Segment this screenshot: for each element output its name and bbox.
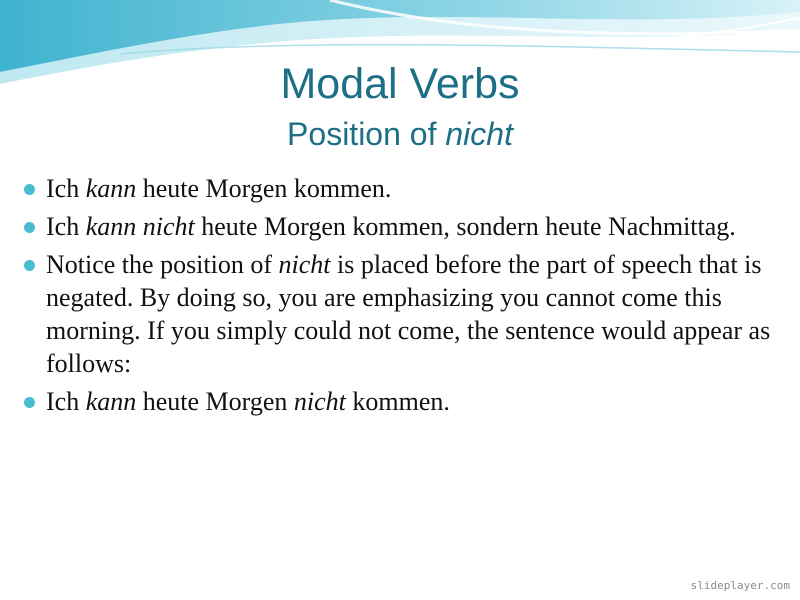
bullet-text: heute Morgen bbox=[136, 387, 294, 416]
bullet-item bbox=[22, 385, 782, 418]
bullet-text-italic: nicht bbox=[278, 250, 331, 279]
title-subtitle bbox=[0, 114, 800, 154]
bullet-dot-icon bbox=[24, 222, 35, 233]
slide-title bbox=[0, 58, 800, 154]
bullet-dot-icon bbox=[24, 397, 35, 408]
bullet-dot-icon bbox=[24, 260, 35, 271]
bullet-item bbox=[22, 172, 782, 205]
bullet-list bbox=[22, 172, 782, 423]
bullet-text-italic: kann bbox=[85, 174, 137, 203]
bullet-dot-icon bbox=[24, 184, 35, 195]
bullet-item bbox=[22, 248, 782, 380]
bullet-text: Ich bbox=[46, 212, 86, 241]
bullet-text: Notice the position of bbox=[46, 250, 279, 279]
bullet-text-italic: kann bbox=[85, 387, 137, 416]
bullet-text: Ich bbox=[46, 387, 86, 416]
bullet-text: kommen. bbox=[345, 387, 450, 416]
bullet-text-italic: kann nicht bbox=[85, 212, 195, 241]
bullet-text-italic: nicht bbox=[293, 387, 346, 416]
subtitle-prefix: Position of bbox=[287, 116, 446, 152]
bullet-text: heute Morgen kommen. bbox=[136, 174, 392, 203]
bullet-item bbox=[22, 210, 782, 243]
subtitle-italic: nicht bbox=[445, 116, 513, 152]
watermark: slideplayer.com bbox=[690, 579, 790, 592]
bullet-text: Ich bbox=[46, 174, 86, 203]
bullet-text: heute Morgen kommen, sondern heute Nachmittag. bbox=[194, 212, 736, 241]
bullet-text: is placed before the part of speech that is negated. By doing so, you are emphasizing you cannot come this morning. If you simply could not come, the sentence would appear as follows: bbox=[46, 250, 771, 378]
title-main: Modal Verbs bbox=[280, 60, 520, 108]
